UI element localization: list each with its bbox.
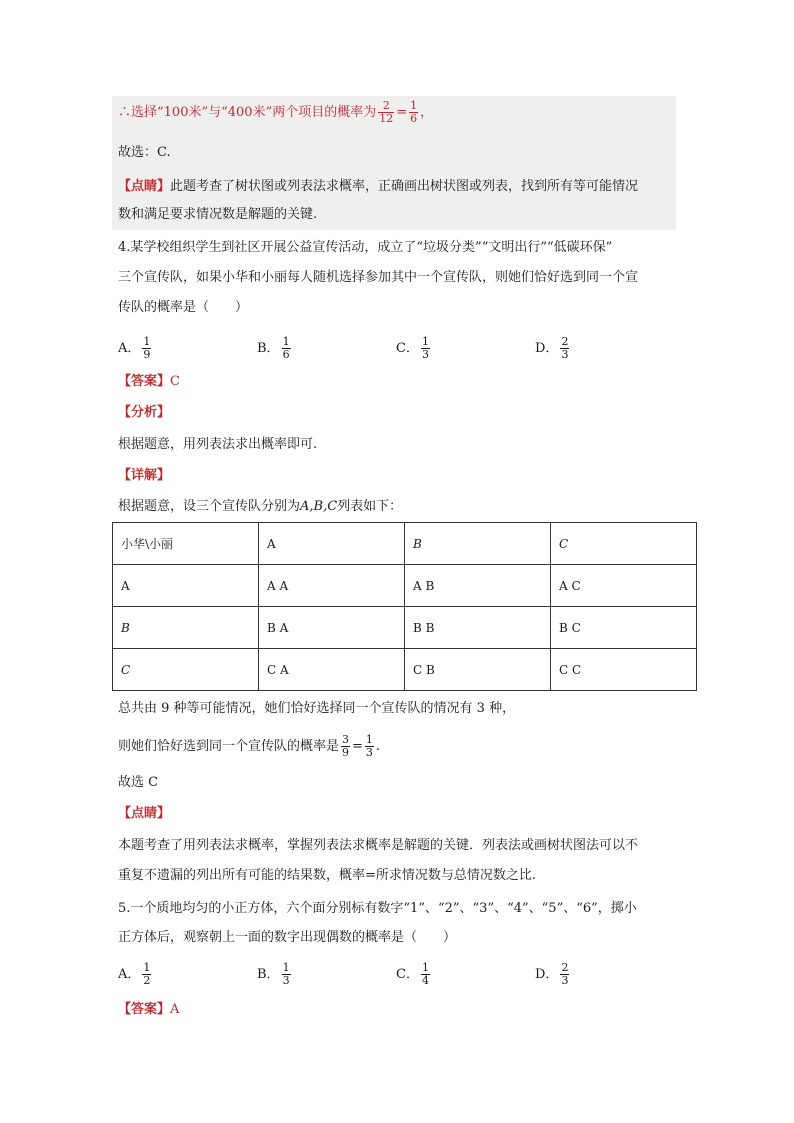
q4-comment-line-1: 本题考查了用列表法求概率，掌握列表法求概率是解题的关键．列表法或画树状图法可以不 (118, 838, 639, 853)
fraction-denominator: 6 (410, 112, 418, 125)
q5-option-c: C． $\frac{1}{4}$ (396, 961, 429, 987)
comment-tag: 【点睛】 (118, 179, 171, 194)
table-cell: B A (259, 607, 405, 649)
q4-stem-line-2: 三个宣传队，如果小华和小丽每人随机选择参加其中一个宣传队，则她们恰好选到同一个宣 (118, 270, 639, 285)
table-header-row (113, 523, 697, 565)
q4-option-a: A． $\frac{1}{9}$ (118, 335, 151, 361)
q5-option-b: B． $\frac{1}{3}$ (257, 961, 290, 987)
q4-summary: 总共由 9 种等可能情况，她们恰好选择同一个宣传队的情况有 3 种， (118, 701, 516, 716)
detail-intro: 根据题意，设三个宣传队分别为A,B,C列表如下： (118, 499, 403, 514)
q4-option-d: D． $\frac{2}{3}$ (535, 335, 569, 361)
table-header-cell: 小华\小丽 (113, 523, 259, 565)
comment-text: 此题考查了树状图或列表法求概率，正确画出树状图或列表，找到所有等可能情况 (170, 179, 639, 194)
q4-answer (118, 372, 180, 392)
table-cell: B B (405, 607, 551, 649)
fraction (409, 100, 418, 125)
table-cell: A (113, 565, 259, 607)
outcome-table (112, 522, 697, 691)
q4-choice: 故选 C (118, 775, 159, 790)
table-header-cell: A (259, 523, 405, 565)
q4-option-c: C． $\frac{1}{3}$ (396, 335, 429, 361)
q4-option-b: B． $\frac{1}{6}$ (257, 335, 290, 361)
q4-comment-tag: 【点睛】 (118, 806, 171, 821)
table-row (113, 649, 697, 691)
fraction-denominator: 12 (379, 112, 394, 125)
q5-answer (118, 1000, 179, 1020)
punctuation: ， (420, 105, 434, 120)
table-row (113, 607, 697, 649)
prev-answer: 故选：C. (118, 145, 171, 160)
table-header-cell: B (405, 523, 551, 565)
table-cell: A A (259, 565, 405, 607)
q5-stem-line-2: 正方体后，观察朝上一面的数字出现偶数的概率是（ ） (118, 930, 457, 945)
q5-option-d: D． $\frac{2}{3}$ (535, 961, 569, 987)
table-cell: C A (259, 649, 405, 691)
table-header-cell: C (551, 523, 697, 565)
prev-comment-line-2: 数和满足要求情况数是解题的关键. (118, 207, 318, 222)
q4-stem-line-3: 传队的概率是（ ） (118, 300, 249, 315)
table-cell: B (113, 607, 259, 649)
fraction (378, 100, 394, 125)
answer-value: A (170, 1002, 180, 1017)
prev-comment-line-1 (118, 177, 638, 197)
table-cell: A C (551, 565, 697, 607)
q4-stem-line-1: 4.某学校组织学生到社区开展公益宣传活动，成立了“垃圾分类”“文明出行”“低碳环保” (118, 240, 613, 255)
answer-value: C (170, 374, 180, 389)
fraction-numerator: 2 (378, 100, 394, 113)
detail-tag: 【详解】 (118, 468, 171, 483)
detail-variables: A,B,C (300, 499, 338, 514)
q4-probability-line: 则她们恰好选到同一个宣传队的概率是 $\frac{3}{9}$ = $\frac{1}{3}$ . (118, 733, 381, 759)
prev-conclusion-text: ∴选择“100米”与“400米”两个项目的概率为 (118, 105, 377, 120)
table-cell: C B (405, 649, 551, 691)
table-cell: C C (551, 649, 697, 691)
table-cell: B C (551, 607, 697, 649)
analysis-text: 根据题意，用列表法求出概率即可. (118, 437, 318, 452)
answer-tag: 【答案】 (118, 374, 171, 389)
table-cell: C (113, 649, 259, 691)
q5-option-a: A． $\frac{1}{2}$ (118, 961, 151, 987)
equals-sign: = (396, 105, 408, 120)
q5-stem-line-1: 5.一个质地均匀的小正方体，六个面分别标有数字“1”、“2”、“3”、“4”、“5”、“6”，掷小 (118, 901, 637, 916)
table-cell: A B (405, 565, 551, 607)
q4-comment-line-2: 重复不遗漏的列出所有可能的结果数，概率=所求情况数与总情况数之比. (118, 868, 537, 883)
answer-tag: 【答案】 (118, 1002, 171, 1017)
analysis-tag: 【分析】 (118, 405, 171, 420)
prev-conclusion-line (118, 100, 433, 125)
fraction-numerator: 1 (410, 99, 418, 112)
table-row (113, 565, 697, 607)
